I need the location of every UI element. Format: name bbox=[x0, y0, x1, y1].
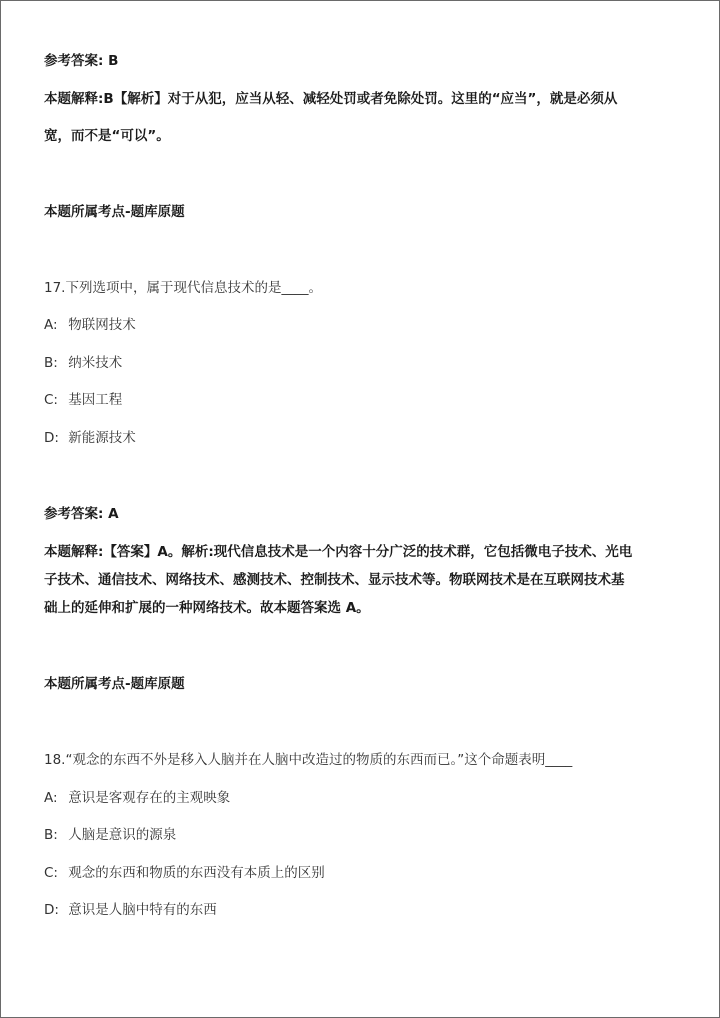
option-text: 新能源技术 bbox=[68, 430, 136, 446]
answer-label: 参考答案: B bbox=[44, 53, 119, 69]
explanation-line: 子技术、通信技术、网络技术、感测技术、控制技术、显示技术等。物联网技术是在互联网技术基 bbox=[44, 572, 625, 588]
option-text: 纳米技术 bbox=[68, 355, 123, 371]
option-letter: B: bbox=[44, 355, 58, 371]
explanation-line: 本题解释:【答案】A。解析:现代信息技术是一个内容十分广泛的技术群，它包括微电子技术、光电 bbox=[44, 544, 633, 560]
option-c bbox=[44, 391, 122, 409]
option-letter: D: bbox=[44, 430, 59, 446]
option-a bbox=[44, 316, 136, 334]
option-text: 意识是人脑中特有的东西 bbox=[68, 902, 217, 918]
source-label: 本题所属考点-题库原题 bbox=[44, 676, 185, 692]
question-stem: 17.下列选项中，属于现代信息技术的是____。 bbox=[44, 280, 322, 296]
explanation-line: 本题解释:B【解析】对于从犯，应当从轻、减轻处罚或者免除处罚。这里的“应当”，就是必须从 bbox=[44, 91, 618, 107]
option-text: 物联网技术 bbox=[68, 317, 136, 333]
option-letter: A: bbox=[44, 317, 58, 333]
option-letter: C: bbox=[44, 865, 58, 881]
option-b bbox=[44, 826, 176, 844]
option-c bbox=[44, 864, 325, 882]
source-label: 本题所属考点-题库原题 bbox=[44, 204, 185, 220]
option-text: 基因工程 bbox=[68, 392, 123, 408]
explanation-line: 宽，而不是“可以”。 bbox=[44, 128, 170, 144]
answer-label: 参考答案: A bbox=[44, 506, 119, 522]
option-letter: C: bbox=[44, 392, 58, 408]
option-letter: A: bbox=[44, 790, 58, 806]
option-d bbox=[44, 901, 217, 919]
option-b bbox=[44, 354, 122, 372]
option-letter: D: bbox=[44, 902, 59, 918]
option-text: 人脑是意识的源泉 bbox=[68, 827, 177, 843]
explanation-line: 础上的延伸和扩展的一种网络技术。故本题答案选 A。 bbox=[44, 600, 370, 616]
option-letter: B: bbox=[44, 827, 58, 843]
option-a bbox=[44, 789, 230, 807]
option-text: 观念的东西和物质的东西没有本质上的区别 bbox=[68, 865, 325, 881]
question-stem: 18.“观念的东西不外是移入人脑并在人脑中改造过的物质的东西而已。”这个命题表明____ bbox=[44, 752, 573, 768]
option-d bbox=[44, 429, 136, 447]
option-text: 意识是客观存在的主观映象 bbox=[68, 790, 231, 806]
